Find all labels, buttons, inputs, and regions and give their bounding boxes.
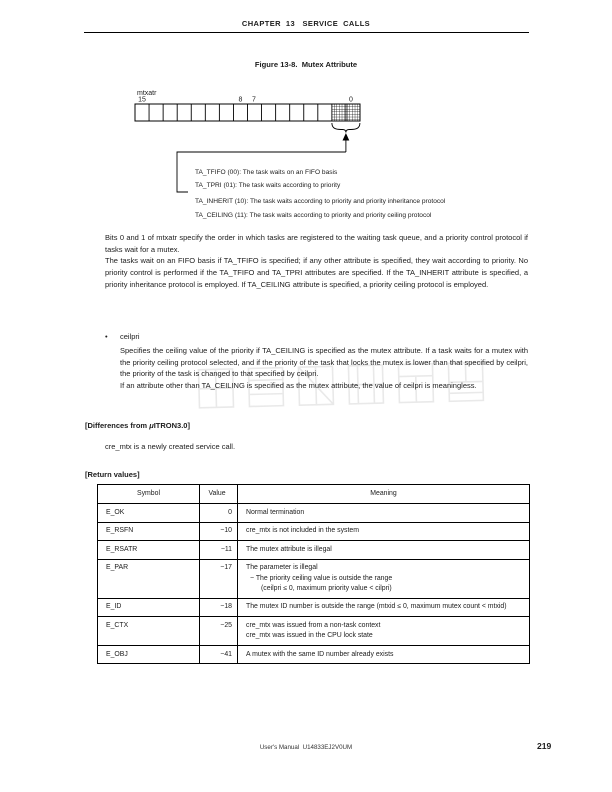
column-header-meaning: Meaning bbox=[238, 485, 530, 504]
attribute-line: TA_TPRI (01): The task waits according to priority bbox=[195, 182, 341, 190]
body-copy bbox=[105, 232, 528, 290]
attribute-line: TA_TFIFO (00): The task waits on an FIFO basis bbox=[195, 169, 338, 176]
table-header-row bbox=[98, 485, 530, 504]
meaning-line: cre_mtx was issued from a non-task context bbox=[246, 621, 381, 629]
table-row bbox=[98, 617, 530, 646]
value-cell: −10 bbox=[200, 522, 238, 540]
paragraph-wait-order: The tasks wait on an FIFO basis if TA_TFIFO is specified; if any other attribute is specified, they wait according to priority. No priority control is performed if the TA_TFIFO and TA_TPRI attributes are specified. If the TA_INHERIT attribute is specified, a priority inheritance protocol is employed. If TA_CEILING attribute is specified, a priority ceiling protocol is employed. bbox=[105, 256, 528, 289]
mu-glyph: μ bbox=[149, 421, 154, 430]
column-header-symbol: Symbol bbox=[98, 485, 200, 504]
page-number: 219 bbox=[537, 741, 552, 751]
bit-label-0: 0 bbox=[349, 96, 353, 104]
symbol-cell: E_RSATR bbox=[98, 541, 200, 559]
symbol-cell: E_OBJ bbox=[98, 646, 200, 664]
attribute-line: TA_CEILING (11): The task waits according to priority and priority ceiling protocol bbox=[195, 211, 432, 219]
bit-label-15: 15 bbox=[138, 96, 146, 104]
meaning-line: The mutex attribute is illegal bbox=[246, 545, 332, 553]
column-header-value: Value bbox=[200, 485, 238, 504]
ceilpri-note: If an attribute other than TA_CEILING is specified as the mutex attribute, the value of ceilpri is meaningless. bbox=[120, 381, 477, 391]
meaning-cell bbox=[238, 522, 530, 540]
underbrace bbox=[332, 123, 360, 133]
bit-label-8: 8 bbox=[238, 96, 243, 104]
figure-title: Figure 13-8. Mutex Attribute bbox=[254, 60, 358, 69]
symbol-cell: E_OK bbox=[98, 504, 200, 522]
meaning-line: cre_mtx is not included in the system bbox=[246, 527, 359, 535]
meaning-line: cre_mtx was issued in the CPU lock state bbox=[246, 632, 373, 640]
value-cell: −18 bbox=[200, 598, 238, 616]
table-row bbox=[98, 522, 530, 540]
bullet-label: ceilpri bbox=[120, 332, 140, 341]
bitfield-cell-dividers bbox=[149, 104, 346, 121]
footer-manual-title: User's Manual U14833EJ2V0UM bbox=[259, 744, 353, 751]
differences-heading-suffix: ITRON3.0] bbox=[153, 421, 190, 430]
value-cell: −11 bbox=[200, 541, 238, 559]
table-row bbox=[98, 646, 530, 664]
ceilpri-section bbox=[105, 331, 528, 392]
differences-heading bbox=[85, 421, 190, 430]
value-cell: 0 bbox=[200, 504, 238, 522]
return-values-tbody bbox=[98, 504, 530, 664]
table-row bbox=[98, 598, 530, 616]
bullet-icon: • bbox=[105, 332, 108, 341]
bit-label-7: 7 bbox=[252, 96, 256, 104]
paragraph-bits: Bits 0 and 1 of mtxatr specify the order in which tasks are registered to the waiting task queue, and a priority control protocol if tasks wait for a mutex. bbox=[105, 233, 528, 254]
meaning-line: A mutex with the same ID number already exists bbox=[246, 650, 394, 658]
return-values-heading: [Return values] bbox=[85, 470, 140, 479]
register-label: mtxatr bbox=[137, 90, 157, 97]
symbol-cell: E_ID bbox=[98, 598, 200, 616]
attribute-line: TA_INHERIT (10): The task waits according to priority and priority inheritance protocol bbox=[195, 198, 446, 206]
meaning-cell bbox=[238, 617, 530, 646]
mutex-attribute-legend bbox=[195, 166, 540, 222]
meaning-line: The parameter is illegal bbox=[246, 564, 318, 572]
return-values-table bbox=[97, 484, 530, 664]
value-cell: −41 bbox=[200, 646, 238, 664]
symbol-cell: E_PAR bbox=[98, 559, 200, 598]
differences-body: cre_mtx is a newly created service call. bbox=[105, 442, 236, 451]
table-row bbox=[98, 504, 530, 522]
meaning-line: − The priority ceiling value is outside the range bbox=[250, 574, 393, 582]
header-rule bbox=[84, 32, 529, 33]
table-row bbox=[98, 559, 530, 598]
arrow-head bbox=[343, 133, 350, 141]
value-cell: −25 bbox=[200, 617, 238, 646]
differences-heading-prefix: [Differences from bbox=[85, 421, 150, 430]
meaning-line: (ceilpri ≤ 0, maximum priority value < cilpri) bbox=[261, 584, 392, 592]
meaning-cell bbox=[238, 504, 530, 522]
symbol-cell: E_RSFN bbox=[98, 522, 200, 540]
meaning-cell bbox=[238, 541, 530, 559]
meaning-cell bbox=[238, 598, 530, 616]
meaning-line: Normal termination bbox=[246, 508, 305, 516]
chapter-header: CHAPTER 13 SERVICE CALLS bbox=[241, 19, 371, 28]
ceilpri-body: Specifies the ceiling value of the priority if TA_CEILING is specified as the mutex attribute. If a task waits for a mutex with the priority ceiling protocol selected, and if the priority of the task that locks the mutex is lower than that specified by ceilpri, the priority of the task is changed to that specified by ceilpri. bbox=[120, 346, 528, 379]
value-cell: −17 bbox=[200, 559, 238, 598]
meaning-line: The mutex ID number is outside the range (mtxid ≤ 0, maximum mutex count < mtxid) bbox=[246, 603, 507, 611]
meaning-cell bbox=[238, 646, 530, 664]
symbol-cell: E_CTX bbox=[98, 617, 200, 646]
meaning-cell bbox=[238, 559, 530, 598]
table-row bbox=[98, 541, 530, 559]
